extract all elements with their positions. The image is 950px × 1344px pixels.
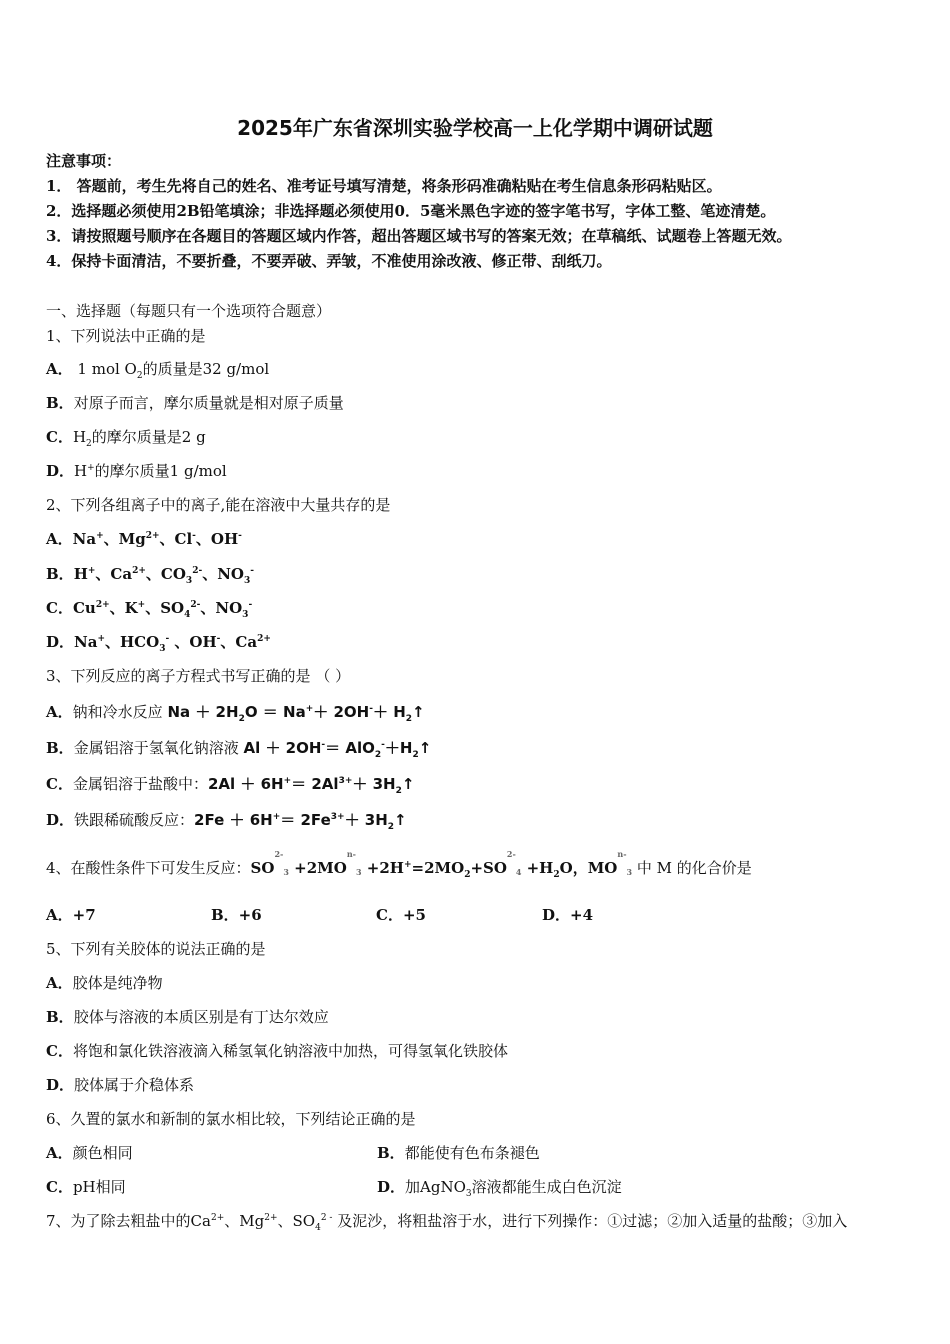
notice-heading: 注意事项： [46, 152, 122, 170]
q4-option-b: B．+6 [211, 906, 262, 924]
page-title: 2025年广东省深圳实验学校高一上化学期中调研试题 [237, 116, 713, 140]
q2-option-a: A．Na+、$Mg^{2+}$、Cl-、OH- [46, 530, 242, 548]
q4-option-a: A．+7 [46, 906, 96, 924]
q6-option-b: B．都能使有色布条褪色 [377, 1144, 540, 1162]
notice-item-3: 3．请按照题号顺序在各题目的答题区域内作答，超出答题区域书写的答案无效；在草稿纸、试题卷上答题无效。 [46, 227, 792, 245]
section-heading: 一、选择题（每题只有一个选项符合题意） [46, 302, 332, 320]
notice-item-4: 4．保持卡面清洁，不要折叠，不要弄破、弄皱，不准使用涂改液、修正带、刮纸刀。 [46, 252, 612, 270]
question-2-stem: 2、下列各组离子中的离子,能在溶液中大量共存的是 [46, 496, 391, 514]
question-4-stem: 4、在酸性条件下可发生反应：$SO^{2-}3 +2MO^{n-}3 +2H^+=2MO_2+SO^{2-}4 +H_2O$，$MO^{n-}3$ 中 M 的化合价是 [46, 849, 752, 880]
q3-option-b: B．金属铝溶于氢氧化钠溶液 $Al + 2OH^-= AlO_2^-+H_2↑$ [46, 739, 432, 760]
q2-option-c: C．$Cu^{2+}$、K+、$SO_4^{2-}$、$NO_3^-$ [46, 599, 253, 620]
q5-option-a: A．胶体是纯净物 [46, 974, 163, 992]
q1-option-b: B．对原子而言，摩尔质量就是相对原子质量 [46, 394, 344, 412]
q4-option-c: C．+5 [376, 906, 426, 924]
q5-option-c: C．将饱和氯化铁溶液滴入稀氢氧化钠溶液中加热，可得氢氧化铁胶体 [46, 1042, 508, 1060]
q6-option-d: D．加AgNO$_3$溶液都能生成白色沉淀 [377, 1178, 622, 1199]
q1-option-a: A． 1 mol $O_2$的质量是32 g/mol [46, 360, 270, 381]
question-7-stem: 7、为了除去粗盐中的$Ca^{2+}$、$Mg^{2+}$、$SO_4^{2 -}$ 及泥沙，将粗盐溶于水，进行下列操作：①过滤；②加入适量的盐酸；③加入 [46, 1212, 848, 1233]
notice-item-2: 2．选择题必须使用2B铅笔填涂；非选择题必须使用0．5毫米黑色字迹的签字笔书写，字体工整、笔迹清楚。 [46, 202, 776, 220]
q5-option-d: D．胶体属于介稳体系 [46, 1076, 195, 1094]
q1-option-c: C．$H_2$的摩尔质量是2 g [46, 428, 206, 449]
q5-option-b: B．胶体与溶液的本质区别是有丁达尔效应 [46, 1008, 329, 1026]
q6-option-c: C．pH相同 [46, 1178, 126, 1196]
question-1-stem: 1、下列说法中正确的是 [46, 327, 206, 345]
question-3-stem: 3、下列反应的离子方程式书写正确的是 （ ） [46, 667, 351, 685]
q3-option-c: C．金属铝溶于盐酸中：$2Al + 6H^+= 2Al^{3+}+$ $3H_2↑$ [46, 775, 415, 796]
q4-option-d: D．+4 [542, 906, 594, 924]
q2-option-b: B．H+、$Ca^{2+}$、$CO_3^{2-}$、$NO_3^-$ [46, 565, 254, 586]
notice-item-1: 1． 答题前，考生先将自己的姓名、准考证号填写清楚，将条形码准确粘贴在考生信息条形码粘贴区。 [46, 177, 722, 195]
q2-option-d: D．Na+、$HCO_3^-$ 、OH-、$Ca^{2+}$ [46, 633, 271, 654]
q6-option-a: A．颜色相同 [46, 1144, 133, 1162]
q3-option-a: A．钠和冷水反应 $Na + 2H_2O = Na^++ 2OH^-+$ $H_2↑$ [46, 703, 425, 724]
q3-option-d: D．铁跟稀硫酸反应：$2Fe + 6H^+= 2Fe^{3+}+$ $3H_2↑$ [46, 811, 407, 832]
question-6-stem: 6、久置的氯水和新制的氯水相比较，下列结论正确的是 [46, 1110, 416, 1128]
q1-option-d: D．H+的摩尔质量1 g/mol [46, 462, 227, 480]
question-5-stem: 5、下列有关胶体的说法正确的是 [46, 940, 266, 958]
